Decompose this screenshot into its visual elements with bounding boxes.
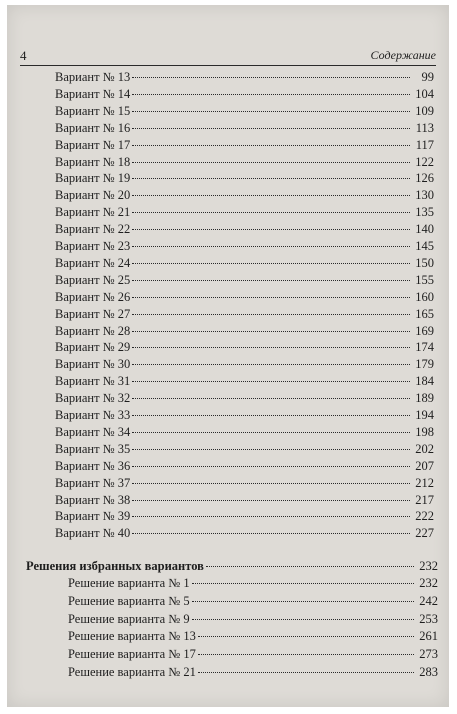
entry-title: Вариант № 15 xyxy=(55,103,131,118)
entry-title: Вариант № 20 xyxy=(55,188,131,203)
entry-page-number: 232 xyxy=(419,559,438,573)
entry-page-number: 99 xyxy=(421,70,434,84)
dot-leader xyxy=(132,381,410,382)
entry-page-number: 165 xyxy=(415,306,434,321)
dot-leader xyxy=(132,246,410,247)
toc-entry-variant-23 xyxy=(55,441,434,457)
entry-title: Вариант № 37 xyxy=(55,475,131,490)
entry-page-number: 227 xyxy=(415,526,434,541)
entry-page-number: 109 xyxy=(415,103,434,118)
entry-title: Вариант № 19 xyxy=(55,171,131,186)
entry-title: Вариант № 35 xyxy=(55,441,131,456)
entry-page-number: 253 xyxy=(419,611,438,626)
entry-page-number: 169 xyxy=(415,323,434,338)
entry-title: Вариант № 30 xyxy=(55,357,131,372)
dot-leader xyxy=(132,533,410,534)
entry-page-number: 184 xyxy=(415,374,434,389)
toc-entry-variant-13 xyxy=(55,272,434,288)
entry-page-number: 130 xyxy=(415,188,434,203)
dot-leader xyxy=(198,636,414,637)
entry-page-number: 283 xyxy=(419,665,438,679)
entry-title: Решения избранных вариантов xyxy=(26,559,204,573)
toc-entry-solution-4 xyxy=(68,628,438,644)
dot-leader xyxy=(132,449,410,450)
entry-page-number: 155 xyxy=(415,272,434,287)
entry-page-number: 160 xyxy=(415,289,434,304)
dot-leader xyxy=(132,280,410,281)
dot-leader xyxy=(132,77,410,78)
entry-title: Вариант № 38 xyxy=(55,492,131,507)
toc-entry-variant-14 xyxy=(55,289,434,305)
dot-leader xyxy=(132,466,410,467)
entry-page-number: 113 xyxy=(415,120,434,135)
toc-entry-variant-21 xyxy=(55,407,434,423)
toc-entry-variant-18 xyxy=(55,356,434,372)
dot-leader xyxy=(132,178,410,179)
dot-leader xyxy=(132,94,410,95)
dot-leader xyxy=(132,415,410,416)
dot-leader xyxy=(132,483,410,484)
entry-page-number: 202 xyxy=(415,441,434,456)
entry-page-number: 126 xyxy=(415,171,434,186)
dot-leader xyxy=(192,583,414,584)
toc-entry-solution-1 xyxy=(68,575,438,591)
entry-page-number: 145 xyxy=(415,239,434,253)
entry-page-number: 232 xyxy=(419,576,438,590)
dot-leader xyxy=(132,195,410,196)
toc-entry-variant-12 xyxy=(55,255,434,271)
dot-leader xyxy=(132,314,410,315)
toc-entry-variant-17 xyxy=(55,339,434,355)
entry-title: Вариант № 22 xyxy=(55,222,131,237)
entry-page-number: 104 xyxy=(415,86,434,101)
toc-entry-variant-7 xyxy=(55,170,434,186)
toc-entry-solution-5 xyxy=(68,646,438,662)
dot-leader xyxy=(192,601,414,602)
entry-title: Решение варианта № 17 xyxy=(68,647,196,662)
toc-entry-solution-2 xyxy=(68,593,438,609)
book-page xyxy=(7,5,449,707)
entry-title: Вариант № 36 xyxy=(55,458,131,473)
dot-leader xyxy=(132,500,410,501)
header-rule xyxy=(20,65,436,66)
page-header xyxy=(20,45,436,67)
toc-entry-variant-10 xyxy=(55,221,434,237)
toc-entry-variant-1 xyxy=(55,69,434,85)
entry-page-number: 212 xyxy=(415,475,434,490)
entry-title: Решение варианта № 9 xyxy=(68,611,190,626)
entry-title: Вариант № 26 xyxy=(55,289,131,304)
dot-leader xyxy=(132,331,410,332)
entry-title: Вариант № 28 xyxy=(55,323,131,338)
entry-title: Вариант № 39 xyxy=(55,509,131,524)
toc-entry-variant-19 xyxy=(55,373,434,389)
entry-page-number: 194 xyxy=(415,408,434,422)
entry-title: Вариант № 29 xyxy=(55,340,131,355)
entry-page-number: 217 xyxy=(415,492,434,507)
dot-leader xyxy=(132,111,410,112)
toc-entry-solution-6 xyxy=(68,664,438,680)
toc-entry-variant-15 xyxy=(55,306,434,322)
toc-entry-variant-26 xyxy=(55,492,434,508)
dot-leader xyxy=(132,398,410,399)
entry-page-number: 207 xyxy=(415,458,434,473)
entry-title: Вариант № 14 xyxy=(55,86,131,101)
toc-entry-solution-3 xyxy=(68,611,438,627)
toc-entry-variant-20 xyxy=(55,390,434,406)
dot-leader xyxy=(198,654,414,655)
dot-leader xyxy=(132,229,410,230)
entry-title: Вариант № 13 xyxy=(55,70,131,84)
entry-page-number: 189 xyxy=(415,391,434,406)
entry-title: Решение варианта № 5 xyxy=(68,593,190,608)
dot-leader xyxy=(192,619,414,620)
entry-page-number: 135 xyxy=(415,205,434,220)
dot-leader xyxy=(132,145,410,146)
entry-page-number: 242 xyxy=(419,593,438,608)
entry-title: Вариант № 17 xyxy=(55,137,131,152)
toc-entry-variant-28 xyxy=(55,525,434,541)
dot-leader xyxy=(132,263,410,264)
toc-entry-variant-25 xyxy=(55,475,434,491)
entry-page-number: 122 xyxy=(415,154,434,169)
entry-title: Вариант № 31 xyxy=(55,374,131,389)
entry-page-number: 198 xyxy=(415,424,434,439)
dot-leader xyxy=(132,347,410,348)
entry-title: Вариант № 32 xyxy=(55,391,131,406)
dot-leader xyxy=(132,212,410,213)
entry-title: Вариант № 33 xyxy=(55,408,131,422)
entry-title: Вариант № 18 xyxy=(55,154,131,169)
entry-page-number: 117 xyxy=(415,137,434,152)
toc-entry-variant-6 xyxy=(55,154,434,170)
toc-entry-variant-5 xyxy=(55,137,434,153)
toc-entry-variant-22 xyxy=(55,424,434,440)
toc-entry-variant-8 xyxy=(55,187,434,203)
toc-entry-variant-24 xyxy=(55,458,434,474)
entry-title: Вариант № 34 xyxy=(55,424,131,439)
entry-title: Решение варианта № 1 xyxy=(68,576,190,590)
dot-leader xyxy=(132,162,410,163)
toc-entry-variant-27 xyxy=(55,508,434,524)
page-number: 4 xyxy=(20,48,27,63)
dot-leader xyxy=(132,297,410,298)
entry-title: Решение варианта № 21 xyxy=(68,665,196,679)
entry-title: Решение варианта № 13 xyxy=(68,629,196,644)
entry-title: Вариант № 16 xyxy=(55,120,131,135)
toc-entry-variant-2 xyxy=(55,86,434,102)
entry-title: Вариант № 27 xyxy=(55,306,131,321)
dot-leader xyxy=(132,128,410,129)
dot-leader xyxy=(132,364,410,365)
toc-entry-variant-9 xyxy=(55,204,434,220)
entry-page-number: 222 xyxy=(415,509,434,524)
entry-title: Вариант № 21 xyxy=(55,205,131,220)
entry-page-number: 150 xyxy=(415,255,434,270)
toc-entry-variant-11 xyxy=(55,238,434,254)
toc-entry-section-solutions xyxy=(26,558,438,574)
dot-leader xyxy=(206,566,414,567)
entry-page-number: 174 xyxy=(415,340,434,355)
dot-leader xyxy=(198,672,414,673)
entry-page-number: 179 xyxy=(415,357,434,372)
entry-page-number: 261 xyxy=(419,629,438,644)
dot-leader xyxy=(132,516,410,517)
dot-leader xyxy=(132,432,410,433)
toc-entry-variant-4 xyxy=(55,120,434,136)
entry-page-number: 273 xyxy=(419,647,438,662)
entry-page-number: 140 xyxy=(415,222,434,237)
entry-title: Вариант № 40 xyxy=(55,526,131,541)
running-title: Содержание xyxy=(370,48,436,62)
toc-entry-variant-3 xyxy=(55,103,434,119)
toc-entry-variant-16 xyxy=(55,323,434,339)
entry-title: Вариант № 24 xyxy=(55,255,131,270)
entry-title: Вариант № 25 xyxy=(55,272,131,287)
entry-title: Вариант № 23 xyxy=(55,239,131,253)
